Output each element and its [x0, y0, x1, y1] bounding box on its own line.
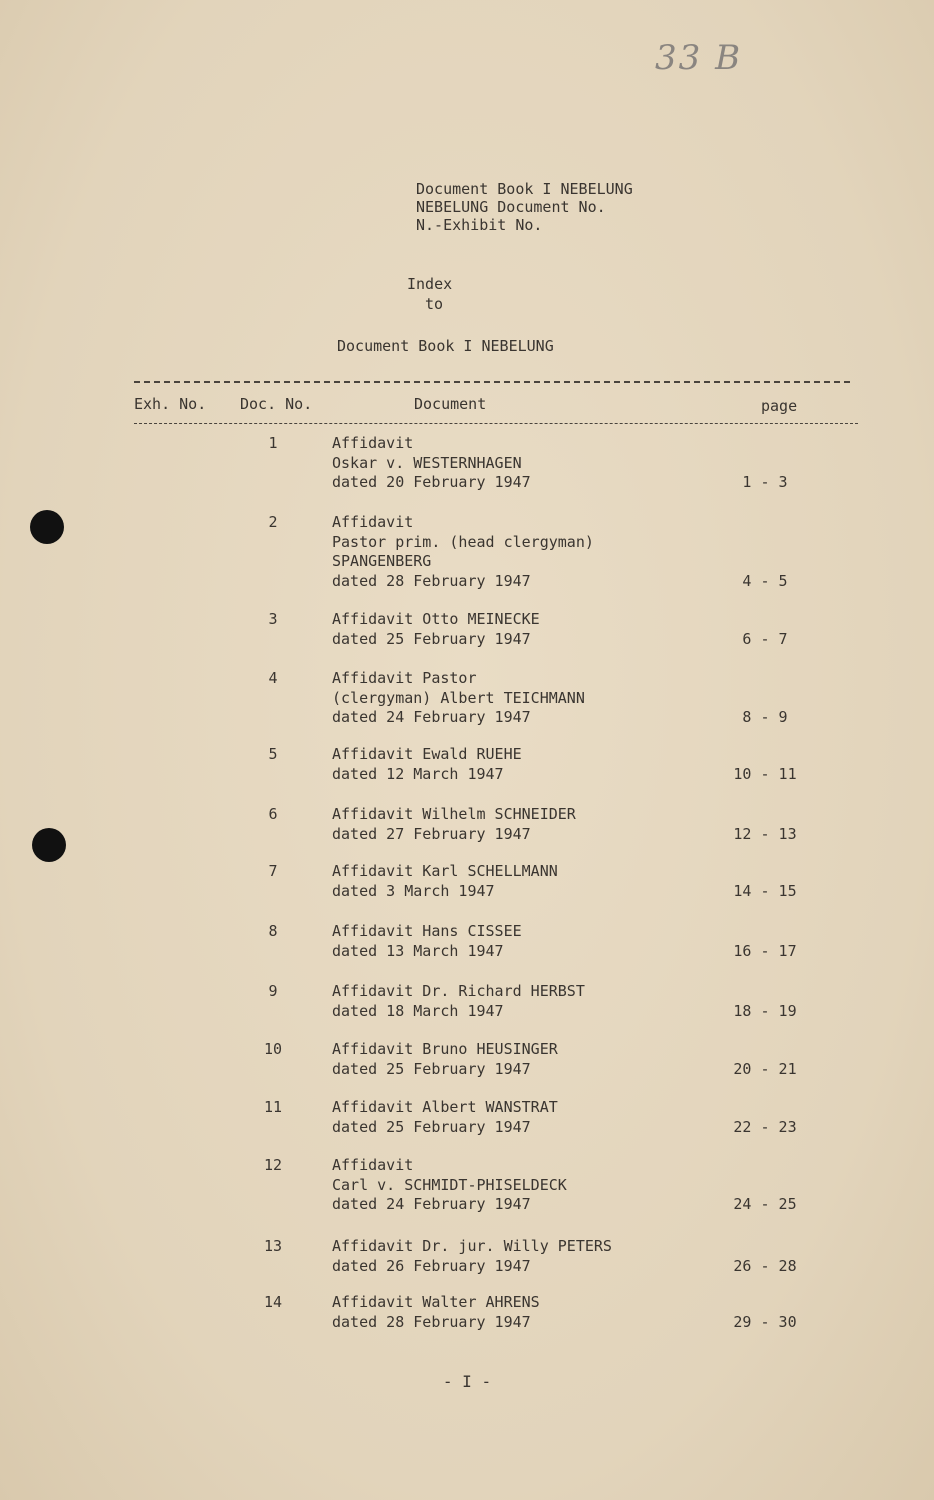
description-line: dated 25 February 1947	[332, 1117, 531, 1136]
page-range: 14 - 15	[733, 881, 797, 900]
doc-number: 12	[263, 1156, 283, 1174]
document-description	[332, 1156, 567, 1215]
index-title: Index	[407, 275, 453, 293]
description-line: Affidavit Pastor	[332, 669, 477, 687]
document-description	[332, 862, 558, 901]
description-line: Oskar v. WESTERNHAGEN	[332, 453, 522, 472]
page-range: 10 - 11	[733, 764, 797, 783]
description-line: dated 24 February 1947	[332, 1195, 531, 1213]
doc-number: 2	[268, 513, 278, 531]
description-line: Affidavit Wilhelm SCHNEIDER	[332, 805, 576, 823]
description-line: Affidavit Otto MEINECKE	[332, 610, 540, 628]
description-line: dated 24 February 1947	[332, 708, 531, 726]
column-document: Document	[414, 395, 487, 413]
description-line: dated 18 March 1947	[332, 1001, 504, 1020]
description-line: dated 28 February 1947	[332, 571, 531, 590]
description-line: dated 27 February 1947	[332, 824, 531, 843]
page-range: 6 - 7	[742, 629, 788, 648]
doc-number: 7	[268, 862, 278, 880]
header-exhibit-line: N.-Exhibit No.	[416, 216, 543, 234]
doc-number: 14	[263, 1293, 283, 1311]
book-title: Document Book I NEBELUNG	[337, 337, 554, 355]
description-line: Affidavit Karl SCHELLMANN	[332, 862, 558, 880]
page-range: 20 - 21	[733, 1059, 797, 1078]
document-description	[332, 1293, 540, 1332]
page-range: 24 - 25	[733, 1195, 797, 1213]
description-line: dated 25 February 1947	[332, 629, 531, 648]
description-line: dated 13 March 1947	[332, 941, 504, 960]
document-description	[332, 610, 540, 649]
description-line: Affidavit Hans CISSEE	[332, 922, 522, 940]
page-range: 29 - 30	[733, 1312, 797, 1331]
document-description	[332, 982, 585, 1021]
description-line: Affidavit Dr. jur. Willy PETERS	[332, 1237, 612, 1255]
document-description	[332, 1098, 558, 1137]
document-description	[332, 669, 585, 728]
page-range: 26 - 28	[733, 1256, 797, 1275]
index-to: to	[425, 295, 444, 313]
doc-number: 3	[268, 610, 278, 628]
description-line: Pastor prim. (head clergyman)	[332, 532, 594, 551]
document-description	[332, 805, 576, 844]
page-range: 16 - 17	[733, 941, 797, 960]
doc-number: 6	[268, 805, 278, 823]
doc-number: 5	[268, 745, 278, 763]
page-range: 8 - 9	[742, 708, 788, 726]
header-rule	[134, 423, 858, 424]
doc-number: 1	[268, 434, 278, 452]
description-line: Affidavit	[332, 434, 414, 452]
description-line: Affidavit Walter AHRENS	[332, 1293, 540, 1311]
description-line: dated 25 February 1947	[332, 1059, 531, 1078]
description-line: (clergyman) Albert TEICHMANN	[332, 688, 585, 707]
page-range: 12 - 13	[733, 824, 797, 843]
column-exh-no: Exh. No.	[134, 395, 207, 413]
page-range: 22 - 23	[733, 1117, 797, 1136]
doc-number: 13	[263, 1237, 283, 1255]
document-description	[332, 1237, 612, 1276]
document-description	[332, 922, 522, 961]
header-document-line: NEBELUNG Document No.	[416, 198, 606, 216]
punch-hole-top	[30, 510, 64, 544]
header-book-line: Document Book I NEBELUNG	[416, 180, 633, 198]
doc-number: 9	[268, 982, 278, 1000]
description-line: dated 12 March 1947	[332, 764, 504, 783]
page-number: - I -	[442, 1372, 492, 1391]
description-line: Affidavit Bruno HEUSINGER	[332, 1040, 558, 1058]
column-doc-no: Doc. No.	[240, 395, 313, 413]
page-range: 4 - 5	[742, 571, 788, 590]
document-description	[332, 745, 522, 784]
description-line: Affidavit	[332, 513, 414, 531]
doc-number: 4	[268, 669, 278, 687]
document-description	[332, 513, 594, 591]
doc-number: 10	[263, 1040, 283, 1058]
handwritten-note: 33 B	[655, 38, 743, 78]
description-line: Carl v. SCHMIDT-PHISELDECK	[332, 1175, 567, 1194]
description-line: Affidavit Dr. Richard HERBST	[332, 982, 585, 1000]
column-page: page	[761, 397, 798, 415]
description-line: dated 28 February 1947	[332, 1312, 531, 1331]
punch-hole-bottom	[32, 828, 66, 862]
description-line: dated 26 February 1947	[332, 1256, 531, 1275]
top-rule	[134, 381, 850, 383]
doc-number: 11	[263, 1098, 283, 1116]
page-range: 1 - 3	[742, 473, 788, 491]
page-range: 18 - 19	[733, 1001, 797, 1020]
document-description	[332, 1040, 558, 1079]
document-description	[332, 434, 531, 493]
description-line: Affidavit Ewald RUEHE	[332, 745, 522, 763]
description-line: Affidavit Albert WANSTRAT	[332, 1098, 558, 1116]
description-line: dated 3 March 1947	[332, 881, 495, 900]
doc-number: 8	[268, 922, 278, 940]
description-line: Affidavit	[332, 1156, 414, 1174]
description-line: dated 20 February 1947	[332, 473, 531, 491]
description-line: SPANGENBERG	[332, 552, 432, 570]
